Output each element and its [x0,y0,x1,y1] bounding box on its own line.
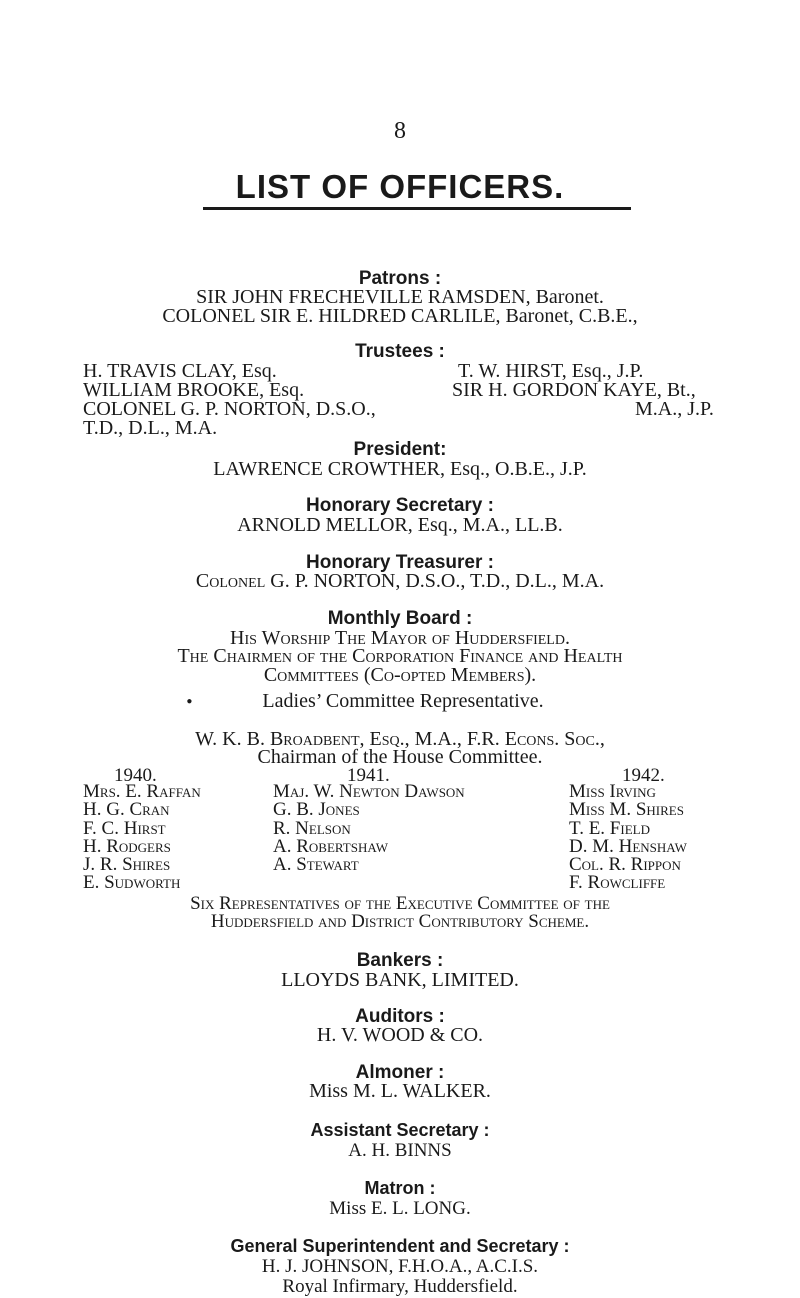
auditors-label: Auditors : [355,1006,445,1027]
members-1942 [569,783,687,893]
trustee-left: H. TRAVIS CLAY, Esq. [83,359,277,382]
matron-label: Matron : [364,1178,436,1198]
auditors-name: H. V. WOOD & CO. [316,1024,484,1047]
member-name: E. Sudworth [83,872,181,894]
member-name: Maj. W. Newton Dawson [273,781,465,802]
members-1940 [83,783,201,893]
bankers-name: LLOYDS BANK, LIMITED. [281,968,519,991]
year-1942: 1942. [622,764,665,786]
almoner-name: Miss M. L. WALKER. [309,1080,491,1102]
trustee-left: T.D., D.L., M.A. [83,416,218,439]
board-line-text: Committees (Co-opted Members). [263,664,537,686]
year-1940: 1940. [114,764,157,786]
patrons-label: Patrons : [358,268,442,289]
trustee-right: T. W. HIRST, Esq., J.P. [458,359,644,382]
hon-secretary-name: ARNOLD MELLOR, Esq., M.A., LL.B. [237,514,563,537]
board-line: The Chairmen of the Corporation Finance and Health [177,644,623,667]
member-name: A. Robertshaw [273,835,388,857]
patron-line: SIR JOHN FRECHEVILLE RAMSDEN, Baronet. [196,286,604,309]
board-line-text: Ladies’ Committee Representative. [262,689,544,712]
trustees-label: Trustees : [355,341,445,363]
asst-secretary-label: Assistant Secretary : [310,1120,490,1140]
chairman-role: Chairman of the House Committee. [257,746,543,769]
six-reps-line: Six Representatives of the Executive Committee of the [190,892,610,914]
trustee-left: WILLIAM BROOKE, Esq. [83,378,305,401]
members-1941 [273,783,465,874]
chairman-line: W. K. B. Broadbent, Esq., M.A., F.R. Econs. Soc., [195,728,605,751]
member-name: Col. R. Rippon [569,854,681,876]
bullet-icon: ● [186,695,193,707]
member-name: J. R. Shires [83,854,171,876]
board-line [0,664,800,687]
president-label: President: [353,439,447,461]
gen-super-label: General Superintendent and Secretary : [230,1236,570,1256]
member-name: G. B. Jones [273,799,360,821]
board-line [0,690,800,713]
almoner-label: Almoner : [355,1061,445,1083]
member-name: F. C. Hirst [83,817,166,839]
member-name: F. Rowcliffe [569,872,666,894]
trustee-right: SIR H. GORDON KAYE, Bt., [452,378,696,401]
trustee-left: COLONEL G. P. NORTON, D.S.O., [83,397,376,420]
asst-secretary-name: A. H. BINNS [348,1140,452,1161]
gen-super-name: H. J. JOHNSON, F.H.O.A., A.C.I.S. [261,1256,539,1277]
member-name: Mrs. E. Raffan [83,781,201,802]
page-title: LIST OF OFFICERS. [235,168,565,205]
hon-treasurer-name: Colonel G. P. NORTON, D.S.O., T.D., D.L., M.A. [195,570,605,592]
six-reps-line: Huddersfield and District Contributory Scheme. [210,911,590,933]
member-name: Miss M. Shires [569,799,684,821]
member-name: T. E. Field [569,817,650,839]
monthly-board-label: Monthly Board : [327,608,473,630]
bankers-label: Bankers : [356,950,444,972]
member-name: H. Rodgers [83,835,171,857]
trustee-right: M.A., J.P. [635,397,714,420]
member-name: D. M. Henshaw [569,835,687,857]
patron-line: COLONEL SIR E. HILDRED CARLILE, Baronet, C.B.E., [162,305,638,328]
president-name: LAWRENCE CROWTHER, Esq., O.B.E., J.P. [213,457,587,480]
hon-secretary-label: Honorary Secretary : [306,495,494,517]
year-1941: 1941. [347,764,390,786]
matron-name: Miss E. L. LONG. [329,1198,471,1219]
title-underline [203,207,631,210]
page-number: 8 [394,118,406,144]
member-name: R. Nelson [273,817,351,839]
hon-treasurer-label: Honorary Treasurer : [306,551,494,573]
member-name: A. Stewart [273,854,359,876]
member-name: H. G. Cran [83,799,170,821]
member-name: Miss Irving [569,781,656,802]
gen-super-place: Royal Infirmary, Huddersfield. [282,1276,518,1297]
board-line: His Worship The Mayor of Huddersfield. [230,626,570,649]
